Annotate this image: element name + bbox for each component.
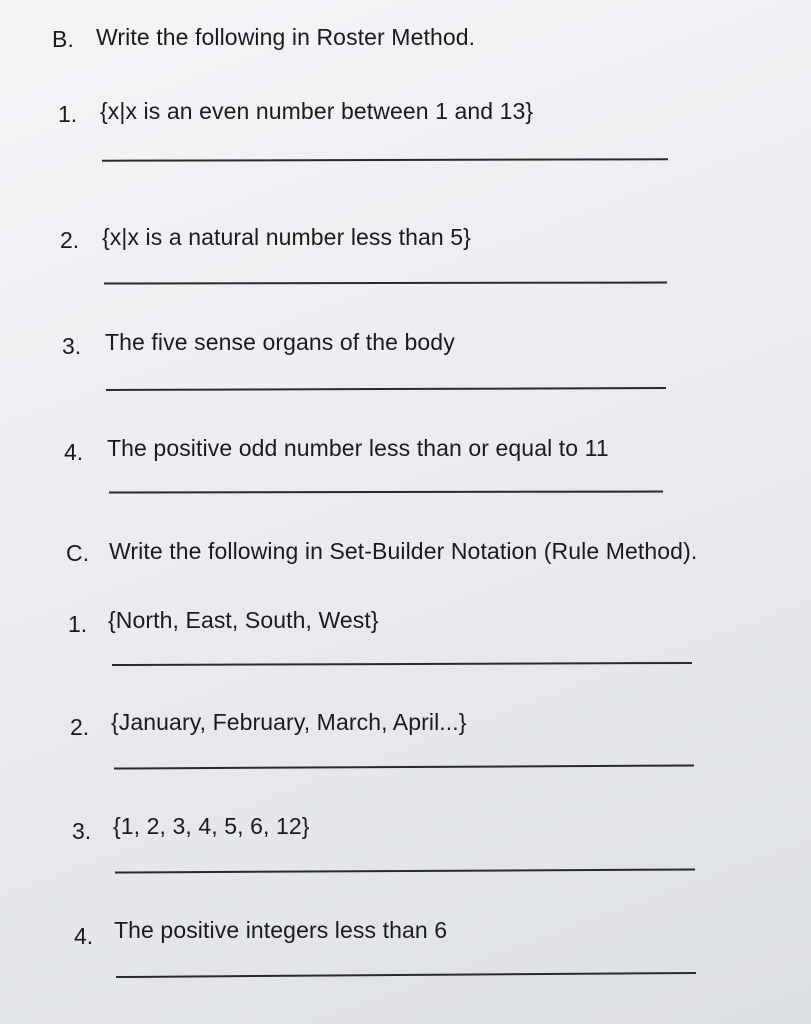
section-c-item-2-text: {January, February, March, April...} xyxy=(111,709,467,735)
section-c-item-4-text: The positive integers less than 6 xyxy=(114,917,448,943)
section-c-item-1-answer-line xyxy=(112,662,692,666)
section-c-item-1-number: 1. xyxy=(68,611,88,637)
section-b-item-1-answer-line xyxy=(102,158,668,161)
section-b-item-1-number: 1. xyxy=(58,101,78,127)
section-b-item-3-number: 3. xyxy=(62,333,82,359)
section-b-item-2-text: {x|x is a natural number less than 5} xyxy=(102,224,471,250)
section-b-item-2-answer-line xyxy=(104,282,667,285)
section-c-item-2-answer-line xyxy=(114,764,694,769)
section-c-item-3-text: {1, 2, 3, 4, 5, 6, 12} xyxy=(113,813,310,839)
section-c-item-4-answer-line xyxy=(116,972,696,978)
section-b-item-4-answer-line xyxy=(109,491,663,494)
section-c-item-3-answer-line xyxy=(115,868,695,873)
section-b-letter: B. xyxy=(52,26,74,52)
section-b-item-4-number: 4. xyxy=(64,439,84,465)
section-b-item-4-text: The positive odd number less than or equal to 11 xyxy=(107,435,609,461)
section-c-item-3-number: 3. xyxy=(72,818,92,844)
section-b-item-2-number: 2. xyxy=(60,227,80,253)
section-b-item-3-text: The five sense organs of the body xyxy=(105,329,455,355)
section-c-item-1-text: {North, East, South, West} xyxy=(108,607,379,633)
section-b-heading: Write the following in Roster Method. xyxy=(96,24,476,50)
section-c-heading: Write the following in Set-Builder Notation (Rule Method). xyxy=(109,538,698,564)
section-b-item-1-text: {x|x is an even number between 1 and 13} xyxy=(100,98,534,124)
section-c-letter: C. xyxy=(66,540,90,566)
section-b-item-3-answer-line xyxy=(106,387,666,391)
section-c-item-2-number: 2. xyxy=(70,714,90,740)
section-c-item-4-number: 4. xyxy=(74,923,94,949)
